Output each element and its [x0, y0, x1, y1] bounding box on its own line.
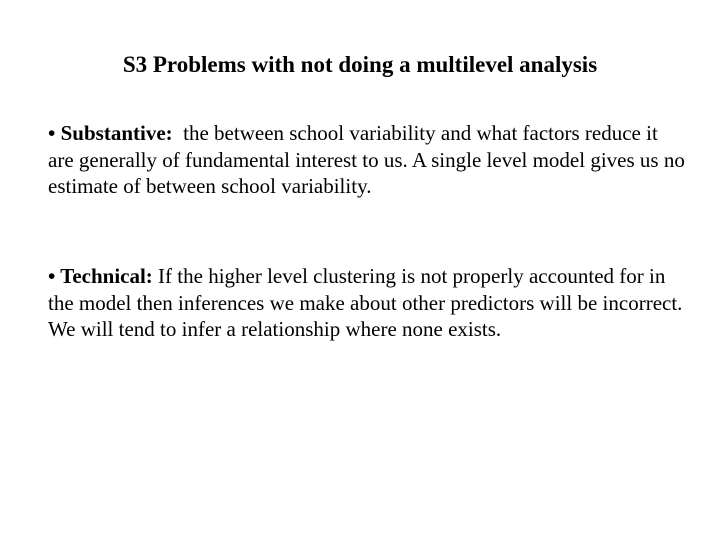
- bullet-substantive: [48, 120, 691, 200]
- bullet-marker: •: [48, 264, 56, 288]
- slide-title: S3 Problems with not doing a multilevel analysis: [122, 52, 598, 77]
- bullet-lead-substantive: Substantive:: [60, 121, 173, 145]
- bullet-marker: •: [48, 121, 56, 145]
- bullet-lead-technical: Technical:: [60, 264, 153, 288]
- bullet-technical: [48, 263, 688, 343]
- bullet-text-technical: If the higher level clustering is not properly accounted for in the model then inferences we make about other predictors will be incorrect. We will tend to infer a relationship where none exists.: [48, 264, 688, 341]
- bullet-text-substantive: the between school variability and what factors reduce it are generally of fundamental interest to us. A single level model gives us no estimate of between school variability.: [48, 121, 691, 198]
